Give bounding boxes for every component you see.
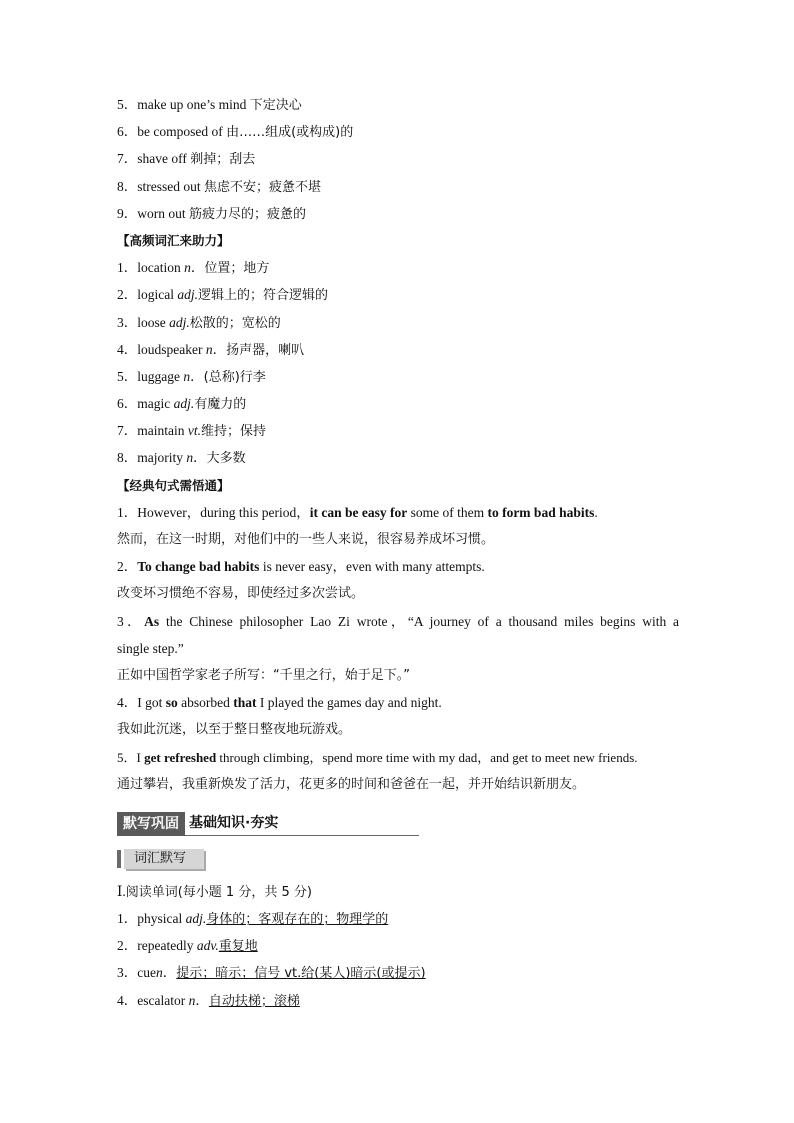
sentence-heading: 【经典句式需悟通】	[117, 477, 230, 493]
phrase-item: 7．shave off 剃掉；刮去	[117, 151, 256, 168]
vocab-item: 6．magic adj.有魔力的	[117, 396, 247, 413]
answer-blank: 身体的；客观存在的；物理学的	[206, 912, 389, 928]
sentence-cn: 正如中国哲学家老子所写：“千里之行，始于足下。”	[117, 667, 410, 683]
exercise-item: 3．cuen．提示；暗示；信号 vt.给(某人)暗示(或提示)	[117, 965, 426, 982]
sentence-cn: 我如此沉迷，以至于整日整夜地玩游戏。	[117, 722, 352, 738]
vocab-item: 5．luggage n．(总称)行李	[117, 368, 266, 385]
exercise-item: 2．repeatedly adv.重复地	[117, 938, 258, 955]
sentence-en: 3．As the Chinese philosopher Lao Zi wrote，“A journey of a thousand miles begins with a	[117, 613, 680, 629]
phrase-item: 9．worn out 筋疲力尽的；疲惫的	[117, 205, 307, 222]
sentence-cn: 然而，在这一时期，对他们中的一些人来说，很容易养成坏习惯。	[117, 532, 495, 547]
sub-banner-bar	[117, 850, 121, 868]
vocab-item: 3．loose adj.松散的；宽松的	[117, 314, 281, 331]
phrase-item: 5．make up one’s mind 下定决心	[117, 97, 302, 113]
answer-blank: 重复地	[218, 939, 258, 955]
phrase-item: 8．stressed out 焦虑不安；疲惫不堪	[117, 178, 322, 195]
document-page	[117, 95, 679, 1018]
sentence-en: 1．However，during this period，it can be easy for some of them to form bad habits.	[117, 504, 598, 520]
sentence-en-continued: single step.”	[117, 640, 184, 656]
exercise-item: 4．escalator n．自动扶梯；滚梯	[117, 992, 300, 1009]
exercise-item: 1．physical adj.身体的；客观存在的；物理学的	[117, 911, 389, 928]
vocab-item: 2．logical adj.逻辑上的；符合逻辑的	[117, 287, 329, 304]
sentence-en: 2．To change bad habits is never easy，even with many attempts.	[117, 559, 485, 575]
vocab-item: 7．maintain vt.维持；保持	[117, 423, 267, 440]
sentence-cn: 通过攀岩，我重新焕发了活力，花更多的时间和爸爸在一起，并开始结识新朋友。	[117, 776, 586, 792]
sub-banner	[117, 848, 679, 870]
section-banner	[117, 808, 679, 836]
banner-tag: 默写巩固	[117, 812, 185, 836]
sentence-en: 5．I get refreshed through climbing，spend more time with my dad，and get to meet new friends.	[117, 749, 638, 765]
vocab-item: 1．location n．位置；地方	[117, 260, 270, 277]
exercise-heading: Ⅰ.阅读单词(每小题 1 分，共 5 分)	[117, 883, 312, 900]
vocab-item: 4．loudspeaker n．扬声器，喇叭	[117, 341, 305, 358]
banner-title: 基础知识·夯实	[185, 813, 419, 836]
answer-blank: 自动扶梯；滚梯	[208, 993, 300, 1009]
sentence-cn: 改变坏习惯绝不容易，即使经过多次尝试。	[117, 586, 365, 602]
phrase-item: 6．be composed of 由……组成(或构成)的	[117, 124, 354, 141]
sentence-en: 4．I got so absorbed that I played the games day and night.	[117, 695, 442, 711]
answer-blank: 提示；暗示；信号 vt.给(某人)暗示(或提示)	[176, 966, 426, 982]
vocab-item: 8．majority n．大多数	[117, 450, 246, 467]
vocab-heading: 【高频词汇来助力】	[117, 232, 230, 248]
sub-banner-tag: 词汇默写	[124, 849, 204, 869]
